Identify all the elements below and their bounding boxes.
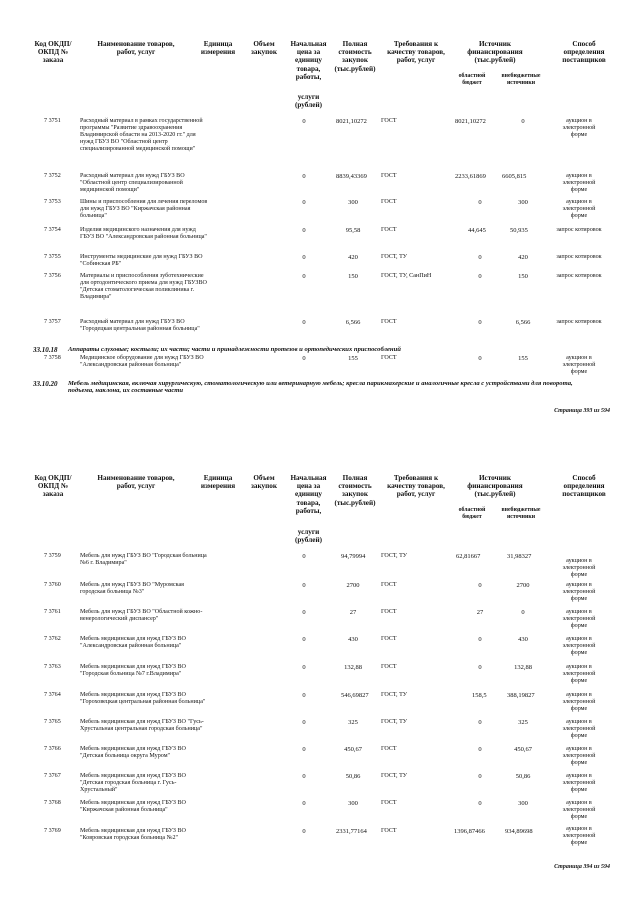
table-row-regional: 0 — [478, 800, 482, 807]
table-row-offbudget: 155 — [518, 355, 528, 362]
table-row-offbudget: 31,98327 — [507, 553, 532, 560]
table-row-method: аукцион в электронной форме — [562, 558, 596, 579]
table-row-id: 7 3751 — [44, 118, 61, 124]
header-volume: Объем закупок — [251, 40, 277, 57]
table-row-name: Шины и приспособления для лечения переломов для нужд ГБУЗ ВО "Киржачская районная больница" — [80, 199, 208, 220]
table-row-total: 27 — [349, 609, 357, 616]
table-row-id: 7 3756 — [44, 273, 61, 279]
table-row-offbudget: 0 — [521, 609, 525, 616]
table-row-total: 420 — [348, 254, 358, 261]
table-row-name: Мебель медицинская для нужд ГБУЗ ВО "Городская больница №7 г.Владимира" — [80, 664, 186, 678]
section-code: 33.10.20 — [33, 380, 58, 388]
table-row-price: 0 — [302, 582, 306, 589]
page-number: Страница 394 из 594 — [554, 864, 610, 870]
table-row-regional: 0 — [478, 582, 482, 589]
table-row-method: аукцион в электронной форме — [562, 355, 596, 376]
table-row-name: Мебель медицинская для нужд ГБУЗ ВО "Детская городская больница г. Гусь-Хрустальный" — [80, 773, 186, 794]
table-row-name: Материалы и приспособления зуботехнические для ортодонтического приема для нужд ГБУЗВО "Детская стоматологическая поликлиника г. Владимира" — [80, 273, 207, 301]
table-row-req: ГОСТ — [381, 800, 397, 806]
table-row-req: ГОСТ, ТУ — [381, 553, 408, 559]
table-row-method: аукцион в электронной форме — [562, 199, 596, 220]
table-row-req: ГОСТ, ТУ — [381, 773, 408, 779]
table-row-regional: 0 — [478, 664, 482, 671]
header-volume: Объем закупок — [251, 474, 277, 491]
table-row-offbudget: 150 — [518, 273, 528, 280]
table-row-method: аукцион в электронной форме — [562, 609, 596, 630]
table-row-price: 0 — [302, 773, 306, 780]
table-row-price: 0 — [302, 355, 306, 362]
header-price-services: услуги (рублей) — [295, 528, 322, 545]
table-row-price: 0 — [302, 664, 306, 671]
header-price: Начальная цена за единицу товара, работы, — [290, 40, 327, 81]
table-row-total: 50,86 — [345, 773, 361, 780]
table-row-price: 0 — [302, 254, 306, 261]
table-row-req: ГОСТ — [381, 746, 397, 752]
table-row-id: 7 3763 — [44, 664, 61, 670]
header-funding: Источник финансирования (тыс.рублей) — [467, 40, 523, 65]
table-row-req: ГОСТ — [381, 355, 397, 361]
section-code: 33.10.18 — [33, 346, 58, 354]
table-row-regional: 0 — [478, 319, 482, 326]
table-row-id: 7 3758 — [44, 355, 61, 361]
table-row-name: Мебель медицинская для нужд ГБУЗ ВО "Ковровская городская больница №2" — [80, 828, 186, 842]
table-row-req: ГОСТ — [381, 173, 397, 179]
table-row-price: 0 — [302, 118, 306, 125]
table-row-method: запрос котировок — [556, 227, 602, 233]
header-price: Начальная цена за единицу товара, работы, — [290, 474, 327, 515]
table-row-offbudget: 450,67 — [514, 746, 532, 753]
table-row-method: аукцион в электронной форме — [562, 173, 596, 194]
table-row-req: ГОСТ — [381, 828, 397, 834]
table-row-req: ГОСТ — [381, 227, 397, 233]
table-row-price: 0 — [302, 746, 306, 753]
table-row-offbudget: 50,935 — [510, 227, 528, 234]
table-row-id: 7 3768 — [44, 800, 61, 806]
table-row-regional: 1396,87466 — [454, 828, 485, 835]
header-regional: областной бюджет — [458, 507, 486, 520]
table-row-id: 7 3759 — [44, 553, 61, 559]
table-row-name: Мебель медицинская для нужд ГБУЗ ВО "Гороховецкая центральная районная больница" — [80, 692, 206, 706]
table-row-total: 450,67 — [344, 746, 362, 753]
table-row-regional: 27 — [476, 609, 484, 616]
table-row-req: ГОСТ — [381, 118, 397, 124]
header-unit: Единица измерения — [200, 474, 236, 491]
table-row-id: 7 3755 — [44, 254, 61, 260]
table-row-price: 0 — [302, 173, 306, 180]
table-row-regional: 44,645 — [468, 227, 486, 234]
table-row-method: запрос котировок — [556, 273, 602, 279]
table-row-name: Мебель медицинская для нужд ГБУЗ ВО "Детская больница округа Муром" — [80, 746, 186, 760]
header-funding: Источник финансирования (тыс.рублей) — [467, 474, 523, 499]
table-row-price: 0 — [302, 692, 306, 699]
table-row-method: запрос котировок — [556, 319, 602, 325]
table-row-name: Расходный материал в рамках государственной программы "Развитие здравоохранения Владимирской области на 2013-2020 гг." для нужд ГБУЗ ВО "Областной центр специализированной медицинской помощи" — [80, 118, 203, 153]
table-row-offbudget: 2700 — [516, 582, 530, 589]
table-row-name: Мебель для нужд ГБУЗ ВО "Городская больница №6 г. Владимира" — [80, 553, 207, 567]
table-row-id: 7 3762 — [44, 636, 61, 642]
table-row-regional: 0 — [478, 773, 482, 780]
table-row-price: 0 — [302, 609, 306, 616]
table-row-req: ГОСТ — [381, 319, 397, 325]
table-row-id: 7 3765 — [44, 719, 61, 725]
table-row-offbudget: 300 — [518, 199, 528, 206]
table-row-total: 325 — [348, 719, 358, 726]
table-row-regional: 8021,10272 — [455, 118, 486, 125]
table-row-id: 7 3753 — [44, 199, 61, 205]
table-row-price: 0 — [302, 199, 306, 206]
table-row-offbudget: 0 — [521, 118, 525, 125]
header-offbudget: внебюджетные источники — [501, 507, 541, 520]
table-row-req: ГОСТ — [381, 199, 397, 205]
table-row-offbudget: 388,19827 — [507, 692, 535, 699]
table-row-total: 8021,10272 — [336, 118, 367, 125]
table-row-total: 155 — [348, 355, 358, 362]
table-row-method: аукцион в электронной форме — [562, 800, 596, 821]
table-row-offbudget: 300 — [518, 800, 528, 807]
table-row-method: аукцион в электронной форме — [562, 582, 596, 603]
table-row-offbudget: 420 — [518, 254, 528, 261]
table-row-req: ГОСТ — [381, 582, 397, 588]
table-row-method: запрос котировок — [556, 254, 602, 260]
section-title: Аппараты слуховые; костыли; их части; части и принадлежности протезов и ортопедических приспособлений — [68, 346, 401, 353]
table-row-price: 0 — [302, 828, 306, 835]
table-row-name: Расходный материал для нужд ГБУЗ ВО "Областной центр специализированной медицинской помощи" — [80, 173, 185, 194]
header-name: Наименование товаров, работ, услуг — [97, 474, 175, 491]
table-row-total: 132,88 — [344, 664, 362, 671]
table-row-id: 7 3760 — [44, 582, 61, 588]
table-row-name: Инструменты медицинские для нужд ГБУЗ ВО "Собинская РБ" — [80, 254, 203, 268]
table-row-req: ГОСТ — [381, 636, 397, 642]
table-row-price: 0 — [302, 319, 306, 326]
header-total: Полная стоимость закупок (тыс.рублей) — [334, 474, 376, 507]
table-row-regional: 0 — [478, 636, 482, 643]
table-row-offbudget: 50,86 — [515, 773, 531, 780]
table-row-method: аукцион в электронной форме — [562, 636, 596, 657]
table-row-regional: 158,5 — [472, 692, 487, 699]
table-row-method: аукцион в электронной форме — [562, 773, 596, 794]
table-row-req: ГОСТ, ТУ — [381, 719, 408, 725]
table-row-total: 6,566 — [345, 319, 361, 326]
table-row-name: Мебель медицинская для нужд ГБУЗ ВО "Александровская районная больница" — [80, 636, 186, 650]
table-row-req: ГОСТ, ТУ — [381, 254, 408, 260]
table-row-total: 94,79994 — [341, 553, 366, 560]
header-code: Код ОКДП/ ОКПД № заказа — [34, 474, 72, 499]
table-row-total: 8839,43369 — [336, 173, 367, 180]
table-row-id: 7 3752 — [44, 173, 61, 179]
table-row-price: 0 — [302, 719, 306, 726]
table-row-method: аукцион в электронной форме — [562, 746, 596, 767]
header-method: Способ определения поставщиков — [562, 40, 606, 65]
table-row-name: Мебель для нужд ГБУЗ ВО "Областной кожно-венерологический диспансер" — [80, 609, 203, 623]
table-row-id: 7 3754 — [44, 227, 61, 233]
table-row-name: Изделия медицинского назначения для нужд ГБУЗ ВО "Александровская районная больница" — [80, 227, 207, 241]
section-title: Мебель медицинская, включая хирургическую, стоматологическую или ветеринарную мебель; кресла парикмахерские и аналогичные кресла с устройствами для поворота, подъема, наклона, их составные части — [68, 380, 573, 394]
table-row-method: аукцион в электронной форме — [562, 826, 596, 847]
table-row-total: 2331,77164 — [336, 828, 367, 835]
table-row-name: Мебель для нужд ГБУЗ ВО "Муромская городская больница №3" — [80, 582, 184, 596]
table-row-offbudget: 6605,815 — [502, 173, 527, 180]
table-row-total: 300 — [348, 800, 358, 807]
table-row-total: 300 — [348, 199, 358, 206]
table-row-req: ГОСТ, ТУ, СанПиН — [381, 273, 432, 279]
table-row-regional: 0 — [478, 746, 482, 753]
table-row-price: 0 — [302, 553, 306, 560]
table-row-price: 0 — [302, 273, 306, 280]
table-row-regional: 2233,61869 — [455, 173, 486, 180]
table-row-req: ГОСТ — [381, 609, 397, 615]
header-code: Код ОКДП/ ОКПД № заказа — [34, 40, 72, 65]
table-row-id: 7 3767 — [44, 773, 61, 779]
table-row-id: 7 3769 — [44, 828, 61, 834]
table-row-total: 2700 — [346, 582, 360, 589]
header-name: Наименование товаров, работ, услуг — [97, 40, 175, 57]
table-row-price: 0 — [302, 227, 306, 234]
table-row-id: 7 3764 — [44, 692, 61, 698]
table-row-name: Медицинское оборудование для нужд ГБУЗ ВО "Александровская районная больница" — [80, 355, 204, 369]
header-price-services: услуги (рублей) — [295, 93, 322, 110]
header-requirements: Требования к качеству товаров, работ, услуг — [387, 474, 445, 499]
header-unit: Единица измерения — [200, 40, 236, 57]
table-row-name: Расходный материал для нужд ГБУЗ ВО "Городецкая центральная районная больница" — [80, 319, 200, 333]
table-row-method: аукцион в электронной форме — [562, 692, 596, 713]
table-row-regional: 0 — [478, 355, 482, 362]
header-offbudget: внебюджетные источники — [501, 73, 541, 86]
table-row-regional: 62,81667 — [456, 553, 481, 560]
table-row-regional: 0 — [478, 273, 482, 280]
table-row-price: 0 — [302, 636, 306, 643]
table-row-name: Мебель медицинская для нужд ГБУЗ ВО "Гусь-Хрустальная центральная городская больница" — [80, 719, 204, 733]
table-row-regional: 0 — [478, 719, 482, 726]
table-row-method: аукцион в электронной форме — [562, 664, 596, 685]
header-total: Полная стоимость закупок (тыс.рублей) — [334, 40, 376, 73]
table-row-total: 95,58 — [345, 227, 361, 234]
table-row-offbudget: 6,566 — [515, 319, 531, 326]
table-row-id: 7 3757 — [44, 319, 61, 325]
header-method: Способ определения поставщиков — [562, 474, 606, 499]
table-row-offbudget: 934,89698 — [505, 828, 533, 835]
table-row-req: ГОСТ, ТУ — [381, 692, 408, 698]
table-row-id: 7 3761 — [44, 609, 61, 615]
table-row-name: Мебель медицинская для нужд ГБУЗ ВО "Киржачская районная больница" — [80, 800, 186, 814]
table-row-total: 546,69827 — [341, 692, 369, 699]
table-row-offbudget: 430 — [518, 636, 528, 643]
header-regional: областной бюджет — [458, 73, 486, 86]
table-row-total: 150 — [348, 273, 358, 280]
table-row-total: 430 — [348, 636, 358, 643]
table-row-regional: 0 — [478, 199, 482, 206]
table-row-offbudget: 325 — [518, 719, 528, 726]
page-number: Страница 393 из 594 — [554, 408, 610, 414]
table-row-regional: 0 — [478, 254, 482, 261]
table-row-id: 7 3766 — [44, 746, 61, 752]
table-row-method: аукцион в электронной форме — [562, 719, 596, 740]
table-row-method: аукцион в электронной форме — [562, 118, 596, 139]
table-row-offbudget: 132,88 — [514, 664, 532, 671]
header-requirements: Требования к качеству товаров, работ, услуг — [387, 40, 445, 65]
table-row-req: ГОСТ — [381, 664, 397, 670]
table-row-price: 0 — [302, 800, 306, 807]
